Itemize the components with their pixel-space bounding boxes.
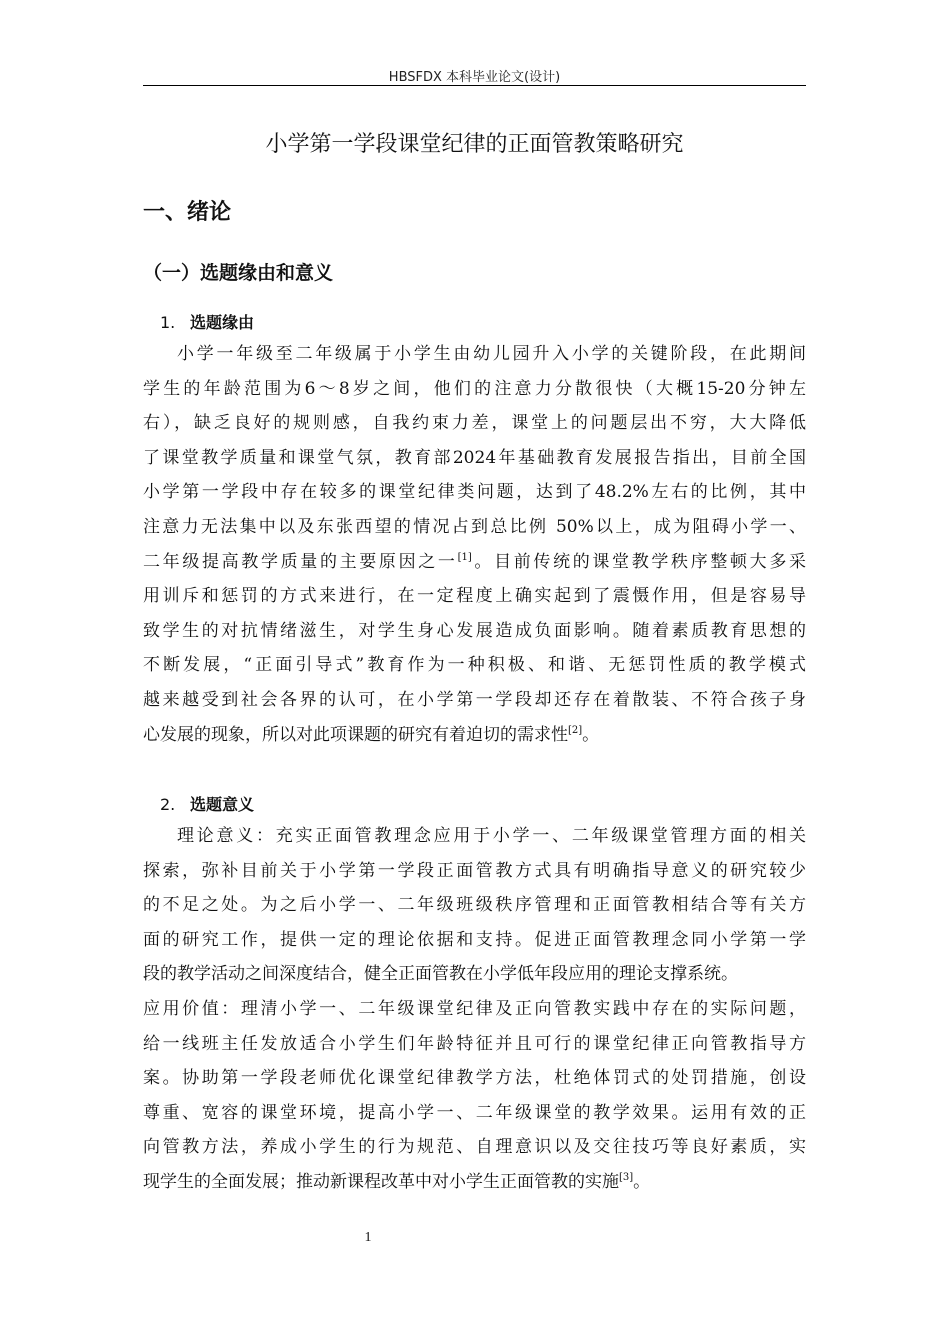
paragraph-line: 案。协助第一学段老师优化课堂纪律教学方法，杜绝体罚式的处罚措施，创设 (143, 1068, 806, 1089)
line-text: 。目前传统的课堂教学秩序整顿大多采 (471, 551, 807, 572)
item-number: 2. (160, 795, 176, 814)
line-text: 心发展的现象，所以对此项课题的研究有着迫切的需求性 (143, 724, 568, 745)
paragraph-line: 段的教学活动之间深度结合，健全正面管教在小学低年段应用的理论支撑系统。 (143, 964, 738, 985)
paragraph-line: 理论意义：充实正面管教理念应用于小学一、二年级课堂管理方面的相关 (177, 826, 806, 846)
paragraph-line: 致学生的对抗情绪滋生，对学生身心发展造成负面影响。随着素质教育思想的 (143, 620, 806, 641)
paragraph-line: 学生的年龄范围为6～8岁之间，他们的注意力分散很快（大概15-20分钟左 (143, 378, 806, 399)
running-header: HBSFDX 本科毕业论文(设计) (388, 70, 561, 85)
citation-ref-1: [1] (457, 551, 472, 563)
page-number: 1 (364, 1230, 372, 1245)
paragraph-line: 了课堂教学质量和课堂气氛，教育部2024年基础教育发展报告指出，目前全国 (143, 447, 806, 468)
paragraph-line: 不断发展，“正面引导式”教育作为一种积极、和谐、无惩罚性质的教学模式 (143, 655, 806, 676)
paragraph-line-with-citation (143, 545, 806, 580)
item-heading-topic-origin (160, 310, 254, 333)
paragraph-topic-origin (143, 337, 806, 752)
paragraph-line: 给一线班主任发放适合小学生们年龄特征并且可行的课堂纪律正向管教指导方 (143, 1033, 806, 1054)
header-rule (143, 85, 806, 86)
citation-ref-3: [3] (619, 1171, 634, 1183)
item-label: 选题缘由 (190, 313, 255, 332)
paragraph-line: 应用价值：理清小学一、二年级课堂纪律及正向管教实践中存在的实际问题， (143, 998, 806, 1019)
paragraph-line: 小学一年级至二年级属于小学生由幼儿园升入小学的关键阶段，在此期间 (177, 344, 806, 364)
paragraph-line: 向管教方法，养成小学生的行为规范、自理意识以及交往技巧等良好素质，实 (143, 1137, 806, 1158)
paragraph-line: 面的研究工作，提供一定的理论依据和支持。促进正面管教理念同小学第一学 (143, 929, 806, 950)
line-text: 。 (633, 1171, 651, 1192)
section-heading-introduction: 一、绪论 (143, 200, 232, 225)
paragraph-line: 小学第一学段中存在较多的课堂纪律类问题，达到了48.2%左右的比例，其中 (143, 482, 806, 503)
paragraph-line: 的不足之处。为之后小学一、二年级班级秩序管理和正面管教相结合等有关方 (143, 895, 806, 916)
line-text: 现学生的全面发展；推动新课程改革中对小学生正面管教的实施 (143, 1171, 619, 1192)
line-text: 。 (582, 724, 600, 745)
paragraph-line: 右），缺乏良好的规则感，自我约束力差，课堂上的问题层出不穷，大大降低 (143, 413, 806, 434)
subsection-heading-rationale: （一）选题缘由和意义 (143, 262, 334, 284)
citation-ref-2: [2] (568, 724, 583, 736)
paragraph-topic-significance (143, 819, 806, 1200)
paragraph-line-with-citation (143, 1165, 806, 1200)
item-label: 选题意义 (190, 795, 255, 814)
paragraph-line: 探索，弥补目前关于小学第一学段正面管教方式具有明确指导意义的研究较少 (143, 860, 806, 881)
item-number: 1. (160, 313, 176, 332)
item-heading-topic-significance (160, 792, 254, 815)
paragraph-line: 越来越受到社会各界的认可，在小学第一学段却还存在着散装、不符合孩子身 (143, 689, 806, 710)
line-text: 二年级提高教学质量的主要原因之一 (143, 551, 458, 572)
paper-title: 小学第一学段课堂纪律的正面管教策略研究 (265, 132, 684, 157)
paragraph-line: 注意力无法集中以及东张西望的情况占到总比例 50%以上，成为阻碍小学一、 (143, 516, 806, 537)
paragraph-line: 用训斥和惩罚的方式来进行，在一定程度上确实起到了震慑作用，但是容易导 (143, 586, 806, 607)
paragraph-line-with-citation (143, 718, 806, 753)
paragraph-line: 尊重、宽容的课堂环境，提高小学一、二年级课堂的教学效果。运用有效的正 (143, 1102, 806, 1123)
